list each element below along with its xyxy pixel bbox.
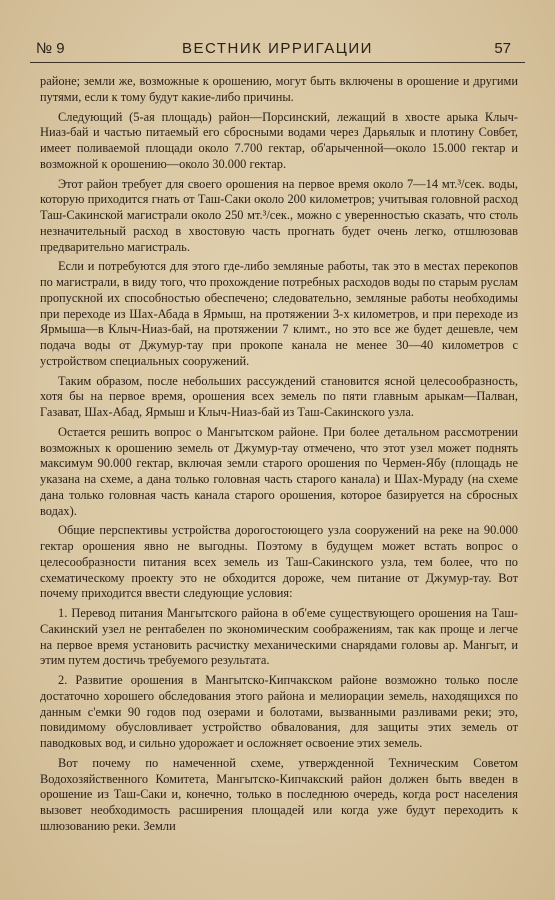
page-number: 57 — [494, 40, 511, 57]
paragraph: Общие перспективы устройства дорогостоющего узла сооружений на реке на 90.000 гектар орошения явно не выгодны. Поэтому в будущем может встать вопрос о целесообразности питания всех земель из Таш-Сакинского узла, тем более, что по схематическому проекту это не обходится дороже, чем питание от Джумур-тау. Вот почему приходится ввести следующие условия: — [40, 523, 518, 601]
paragraph: 1. Перевод питания Мангытского района в об'еме существующего орошения на Таш-Сакинский узел не рентабелен по экономическим соображениям, так как проще и легче на первое время установить расчистку механическими снарядами головы ар. Мангыт, и этим путем достичь требуемого результата. — [40, 606, 518, 668]
page-header — [30, 38, 525, 63]
issue-number: № 9 — [36, 40, 65, 57]
paragraph: Вот почему по намеченной схеме, утвержденной Техническим Советом Водохозяйственного Комитета, Мангытско-Кипчакский район должен быть введен в орошение из Таш-Саки и, конечно, только в последнюю очередь, когда рост населения вызовет необходимость расширения площадей или когда уже будут переходить к шлюзованию реки. Земли — [40, 755, 518, 833]
paragraph: Если и потребуются для этого где-либо земляные работы, так это в местах перекопов по магистрали, в виду того, что прохождение потребных расходов воды по старым руслам пропускной их способностью обеспечено; следовательно, земляные работы необходимы при переходе из Шах-Абада в Ярмыш, на протяжении 3-х километров, и при переходе из Ярмыша—в Клыч-Ниаз-бай, на протяжении 7 климт., но это все же будет дешевле, чем подача воды от Джумур-тау при прокопе канала не менее 30—40 километров с устройством специальных сооружений. — [40, 259, 518, 368]
journal-title: ВЕСТНИК ИРРИГАЦИИ — [182, 40, 373, 57]
paragraph: 2. Развитие орошения в Мангытско-Кипчакском районе возможно только после достаточно хорошего обследования этого района и мелиорации земель, находящихся по данным с'емки 90 годов под озерами и болотами, вызванными разливами реки; это, повидимому обусловливает устройство обвалования, для защиты этих земель от паводковых вод, и сильно удорожает и осложняет освоение этих земель. — [40, 673, 518, 750]
paragraph: Остается решить вопрос о Мангытском районе. При более детальном рассмотрении возможных к орошению земель от Джумур-тау отмечено, что этот узел может поднять максимум 90.000 гектар, включая земли старого орошения по Чермен-Ябу (площадь не указана на схеме, а дана только головная часть старого канала) и Шах-Мураду (на схеме дана только головная часть канала старого орошения, которое базируется на сбросных водах). — [40, 424, 518, 518]
paragraph: Таким образом, после небольших рассуждений становится ясной целесообразность, хотя бы на первое время, орошения всех земель по пяти главным арыкам—Палван, Газават, Шах-Абад, Ярмыш и Клыч-Ниаз-бай из Таш-Сакинского узла. — [40, 373, 518, 419]
paragraph: районе; земли же, возможные к орошению, могут быть включены в орошение и другими путями, если к тому будут какие-либо причины. — [40, 74, 518, 104]
paragraph: Этот район требует для своего орошения на первое время около 7—14 мт.³/сек. воды, которую приходится гнать от Таш-Саки около 200 километров; учитывая головной расход Таш-Сакинской магистрали около 250 мт.³/сек., можно с уверенностью сказать, что столь незначительный расход в хвостовую часть прогнать будет очень легко, отшлюзовав предварительно магистраль. — [40, 176, 518, 254]
paragraph: Следующий (5-ая площадь) район—Порсинский, лежащий в хвосте арыка Клыч-Ниаз-бай и частью питаемый его сбросными водами через Дарьялык и плотину Совбет, имеет поливаемой площади около 7.700 гектар, об'арыченной—около 15.000 гектар и возможной к орошению—около 30.000 гектар. — [40, 109, 518, 171]
article-body — [40, 74, 518, 839]
